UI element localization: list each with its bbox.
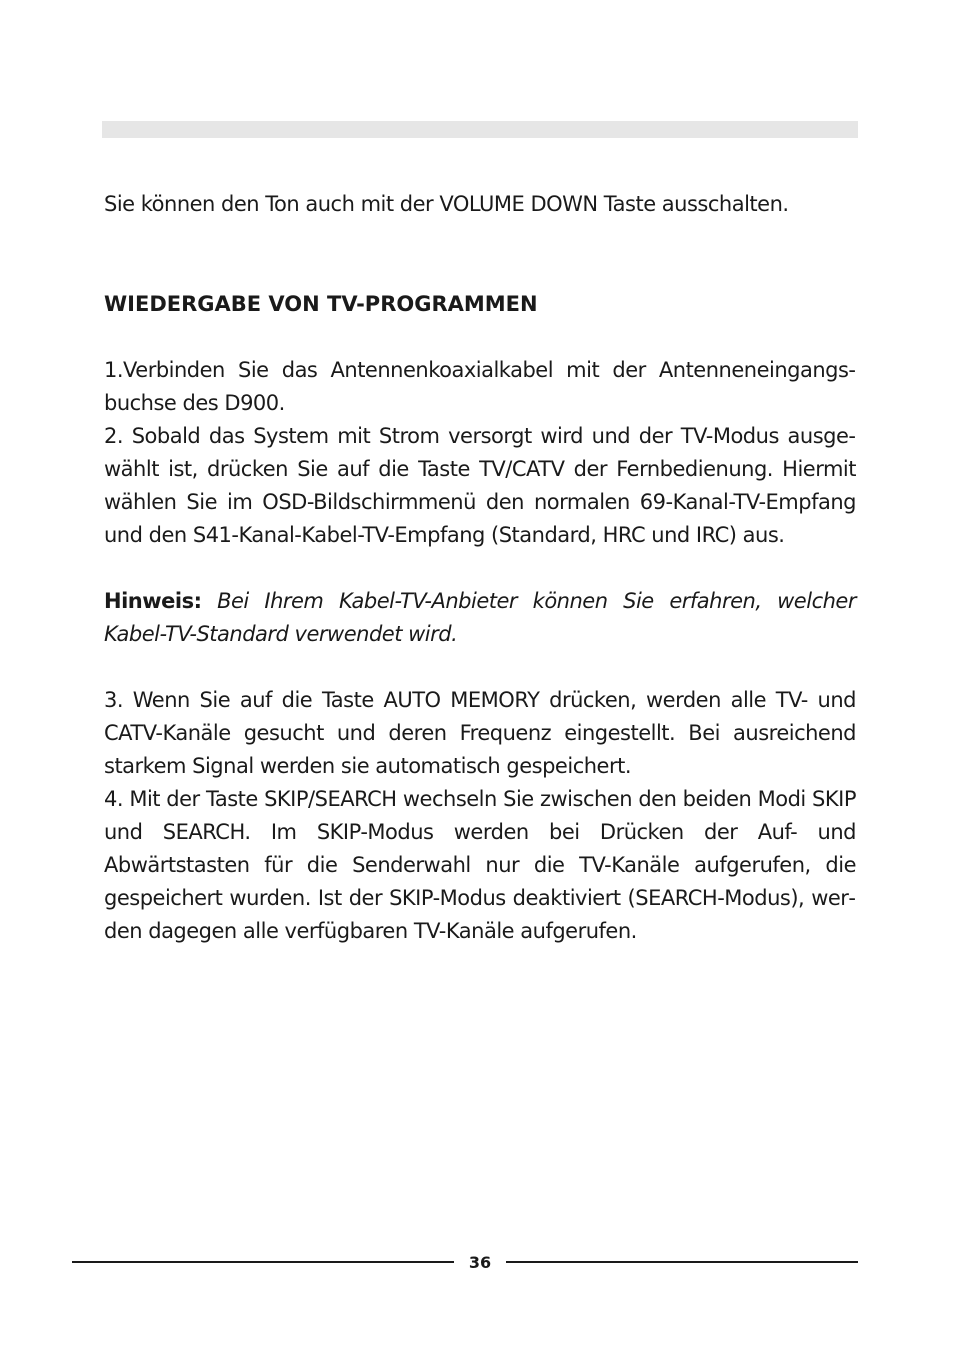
step-3-paragraph: 3. Wenn Sie auf die Taste AUTO MEMORY drücken, werden alle TV- und CATV-Kanäle gesucht und deren Frequenz eingestellt. Bei ausreichend starkem Signal werden sie automatisch gespeichert. [104, 688, 856, 778]
step-2-paragraph: 2. Sobald das System mit Strom versorgt wird und der TV-Modus ausgewählt ist, drücken Sie auf die Taste TV/CATV der Fernbedienung. Hiermit wählen Sie im OSD-Bildschirmmenü den normalen 69-Kanal-TV-Empfang und den S41-Kanal-Kabel-TV-Empfang (Standard, HRC und IRC) aus. [104, 424, 856, 547]
section-heading: WIEDERGABE VON TV-PROGRAMMEN [104, 292, 538, 316]
step-4-paragraph: 4. Mit der Taste SKIP/SEARCH wechseln Sie zwischen den beiden Modi SKIP und SEARCH. Im SKIP-Modus werden bei Drücken der Auf- und Abwärtstasten für die Senderwahl nur die TV-Kanäle aufgerufen, die gespeichert wurden. Ist der SKIP-Modus deaktiviert (SEARCH-Modus), werden dagegen alle verfügbaren TV-Kanäle aufgerufen. [104, 787, 856, 943]
step-1-paragraph: 1.Verbinden Sie das Antennenkoaxialkabel mit der Antenneneingangsbuchse des D900. [104, 358, 856, 415]
footer-rule-left [72, 1261, 454, 1263]
page-footer [72, 1250, 858, 1276]
note-label: Hinweis: [104, 589, 202, 613]
page-number: 36 [468, 1253, 492, 1272]
note-paragraph [104, 585, 856, 651]
header-bar [102, 121, 858, 138]
page-content [104, 188, 856, 948]
note-text: Bei Ihrem Kabel-TV-Anbieter können Sie erfahren, welcher Kabel-TV-Standard verwendet wird. [104, 589, 856, 646]
footer-rule-right [506, 1261, 858, 1263]
intro-paragraph: Sie können den Ton auch mit der VOLUME DOWN Taste ausschalten. [104, 192, 789, 216]
